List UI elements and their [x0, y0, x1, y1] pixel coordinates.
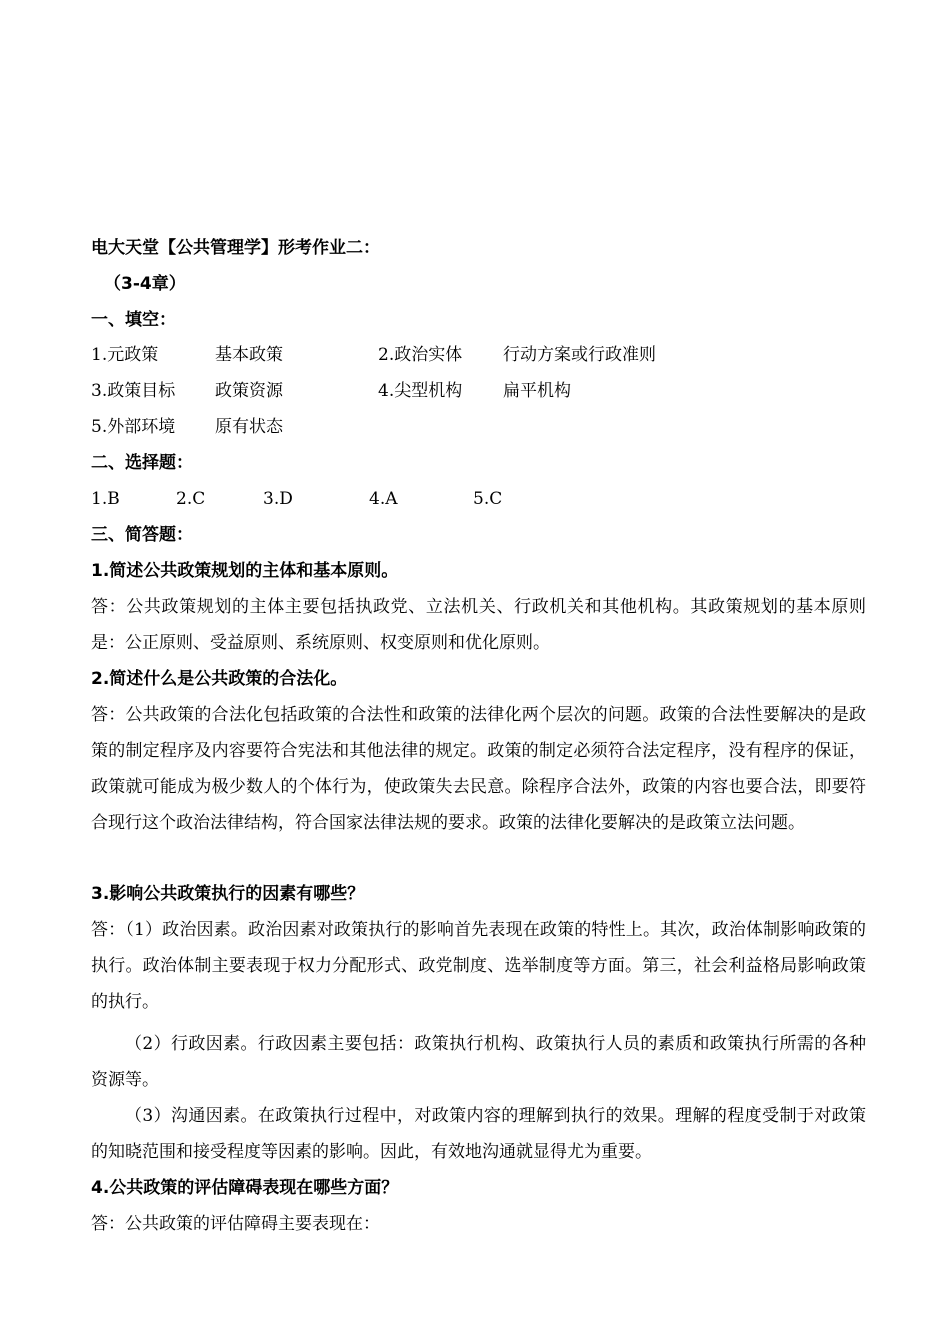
choice-answer: 4.A	[369, 489, 398, 509]
document-title: 电大天堂【公共管理学】形考作业二：	[91, 238, 380, 258]
section-choice-heading: 二、选择题：	[91, 453, 193, 473]
question-2: 2.简述什么是公共政策的合法化。	[91, 669, 348, 689]
choice-answer: 3.D	[263, 489, 293, 509]
fill-blank-answer: 3.政策目标	[91, 381, 176, 401]
answer-3-part-3: （3）沟通因素。在政策执行过程中，对政策内容的理解到执行的效果。理解的程度受制于对政策的知晓范围和接受程度等因素的影响。因此，有效地沟通就显得尤为重要。	[91, 1106, 866, 1162]
choice-answer: 2.C	[176, 489, 206, 509]
question-1: 1.简述公共政策规划的主体和基本原则。	[91, 561, 399, 581]
choice-answers-row	[91, 487, 791, 511]
answer-3-part-1: 答：（1）政治因素。政治因素对政策执行的影响首先表现在政策的特性上。其次，政治体制影响政策的执行。政治体制主要表现于权力分配形式、政党制度、选举制度等方面。第三，社会利益格局影响政策的执行。	[91, 920, 866, 1012]
answer-3-part-2: （2）行政因素。行政因素主要包括：政策执行机构、政策执行人员的素质和政策执行所需的各种资源等。	[91, 1034, 866, 1090]
fill-blank-row-3	[91, 415, 791, 439]
section-fill-blank-heading: 一、填空：	[91, 310, 176, 330]
question-3: 3.影响公共政策执行的因素有哪些？	[91, 884, 365, 904]
choice-answer: 5.C	[473, 489, 503, 509]
answer-4: 答：公共政策的评估障碍主要表现在：	[91, 1214, 380, 1234]
fill-blank-answer: 基本政策	[215, 345, 283, 365]
answer-2: 答：公共政策的合法化包括政策的合法性和政策的法律化两个层次的问题。政策的合法性要解决的是政策的制定程序及内容要符合宪法和其他法律的规定。政策的制定必须符合法定程序，没有程序的保证，政策就可能成为极少数人的个体行为，使政策失去民意。除程序合法外，政策的内容也要合法，即要符合现行这个政治法律结构，符合国家法律法规的要求。政策的法律化要解决的是政策立法问题。	[91, 705, 866, 833]
fill-blank-answer: 1.元政策	[91, 345, 159, 365]
choice-answer: 1.B	[91, 489, 120, 509]
fill-blank-answer: 行动方案或行政准则	[503, 345, 656, 365]
chapter-range: （3-4章）	[104, 274, 186, 294]
fill-blank-answer: 政策资源	[215, 381, 283, 401]
answer-1: 答：公共政策规划的主体主要包括执政党、立法机关、行政机关和其他机构。其政策规划的基本原则是：公正原则、受益原则、系统原则、权变原则和优化原则。	[91, 597, 866, 653]
fill-blank-answer: 扁平机构	[503, 381, 571, 401]
fill-blank-answer: 5.外部环境	[91, 417, 176, 437]
fill-blank-row-1	[91, 343, 791, 367]
section-short-answer-heading: 三、简答题：	[91, 525, 193, 545]
fill-blank-row-2	[91, 379, 791, 403]
question-4: 4.公共政策的评估障碍表现在哪些方面？	[91, 1178, 399, 1198]
fill-blank-answer: 4.尖型机构	[378, 381, 463, 401]
fill-blank-answer: 原有状态	[215, 417, 283, 437]
fill-blank-answer: 2.政治实体	[378, 345, 463, 365]
